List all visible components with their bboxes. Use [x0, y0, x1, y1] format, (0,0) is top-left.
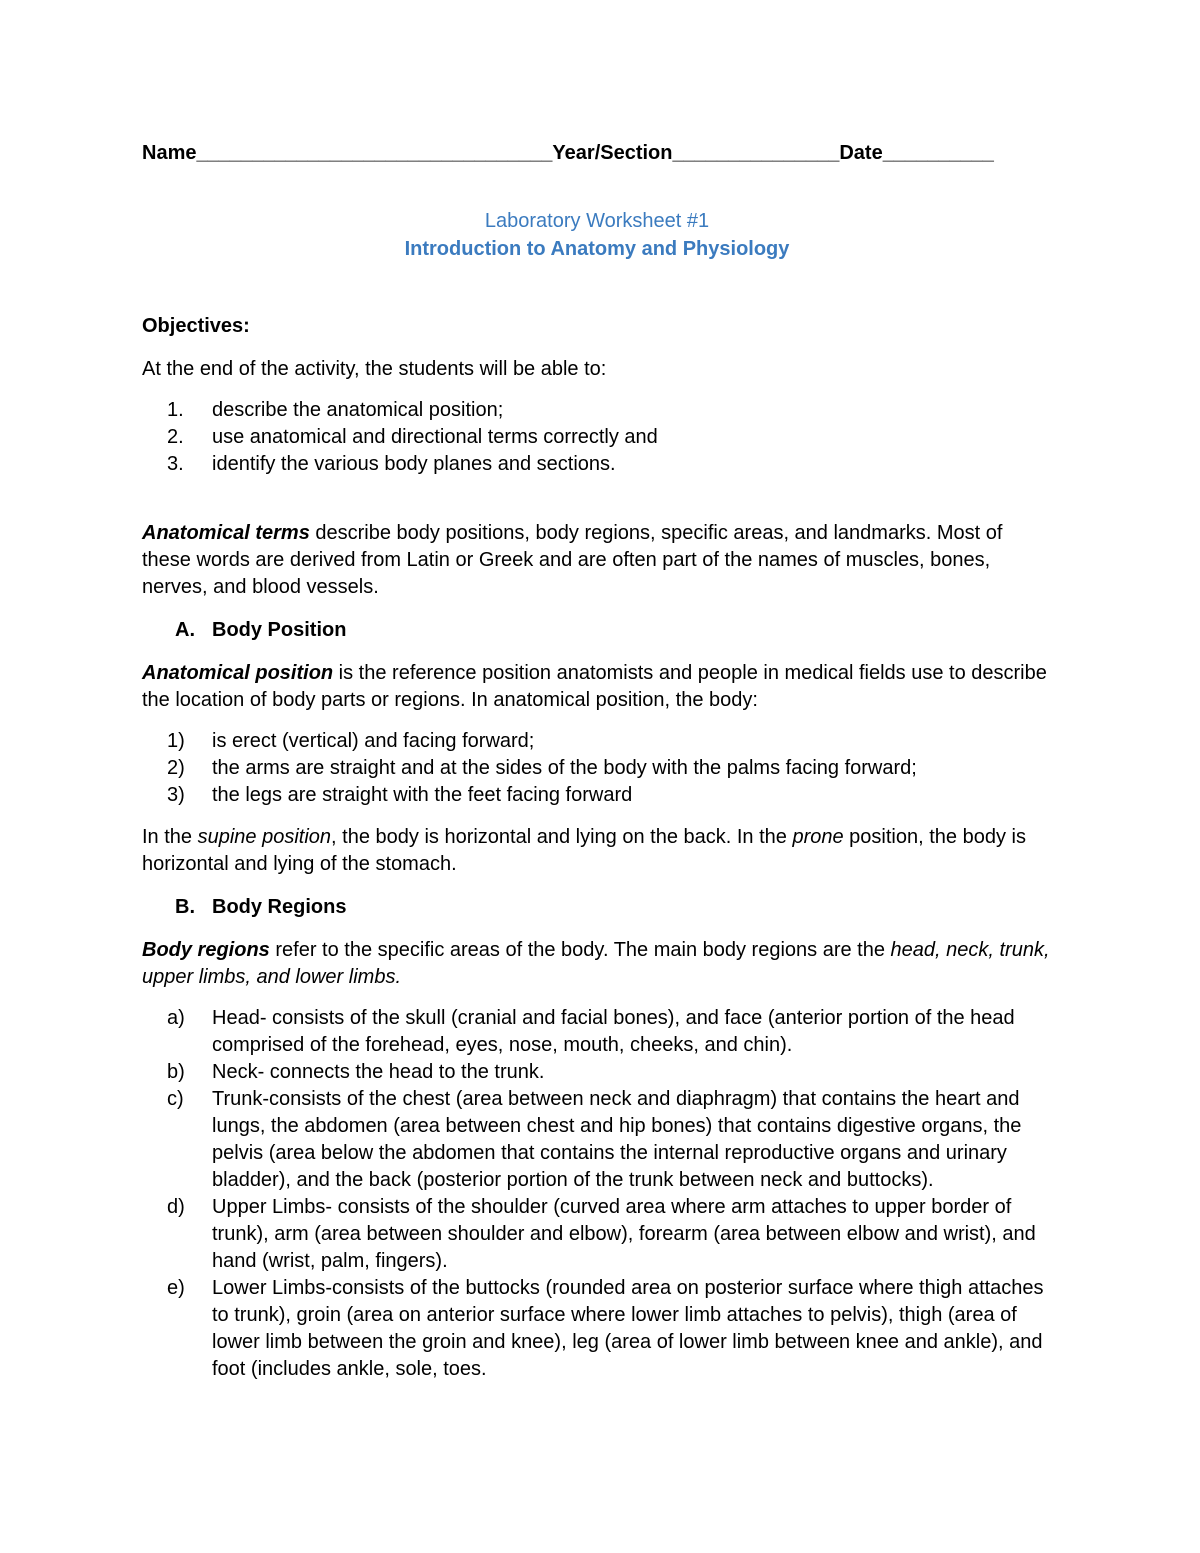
anatomical-terms-paragraph: Anatomical terms describe body positions, body regions, specific areas, and landmarks. Most of these words are derived from Latin or Greek and are often part of the names of muscles, bones, nerves, and blood vessels. [142, 522, 1003, 598]
objectives-heading: Objectives: [142, 315, 250, 337]
prone-term: prone [792, 826, 844, 848]
list-item: d) Upper Limbs- consists of the shoulder (curved area where arm attaches to upper border of trunk), arm (area between shoulder and elbow), forearm (area between elbow and wrist), and hand (wrist, palm, fingers). [167, 1196, 1036, 1272]
name-blank: ________________________________ [196, 142, 553, 164]
list-item: b) Neck- connects the head to the trunk. [167, 1061, 545, 1083]
body-regions-list-inline: head, neck, trunk, upper limbs, and lower limbs. [142, 939, 1050, 988]
anatomical-position-paragraph: Anatomical position is the reference position anatomists and people in medical fields use to describe the location of body parts or regions. In anatomical position, the body: [142, 662, 1047, 711]
body-regions-term: Body regions [142, 939, 270, 961]
worksheet-title-line1: Laboratory Worksheet #1 [484, 210, 710, 232]
name-label: Name [142, 142, 197, 164]
list-item: a) Head- consists of the skull (cranial and facial bones), and face (anterior portion of the head comprised of the forehead, eyes, nose, mouth, cheeks, and chin). [167, 1007, 1015, 1056]
anatomical-position-list [142, 728, 1052, 809]
list-item: 3) the legs are straight with the feet facing forward [167, 784, 633, 806]
list-item: 2. use anatomical and directional terms correctly and [167, 426, 658, 448]
year-section-label: Year/Section [552, 142, 673, 164]
student-info-header [142, 139, 1052, 167]
body-regions-paragraph: Body regions refer to the specific areas of the body. The main body regions are the head, neck, trunk, upper limbs, and lower limbs. [142, 939, 1050, 988]
list-item: 2) the arms are straight and at the sides of the body with the palms facing forward; [167, 757, 917, 779]
list-item: c) Trunk-consists of the chest (area between neck and diaphragm) that contains the heart and lungs, the abdomen (area between chest and hip bones) that contains digestive organs, the pelvis (area below the abdomen that contains the internal reproductive organs and urinary bladder), and the back (posterior portion of the trunk between neck and buttocks). [167, 1088, 1022, 1191]
worksheet-title [142, 207, 1052, 263]
worksheet-page [142, 139, 1052, 1383]
section-a-heading: A. Body Position [175, 619, 347, 641]
date-label: Date [839, 142, 883, 164]
objectives-intro: At the end of the activity, the students will be able to: [142, 358, 607, 380]
objectives-list [142, 397, 1052, 478]
anatomical-terms-term: Anatomical terms [142, 522, 310, 544]
year-section-blank: _______________ [672, 142, 840, 164]
supine-term: supine position [197, 826, 332, 848]
section-b-heading: B. Body Regions [175, 896, 347, 918]
list-item: 1) is erect (vertical) and facing forward; [167, 730, 535, 752]
anatomical-position-term: Anatomical position [142, 662, 334, 684]
worksheet-title-line2: Introduction to Anatomy and Physiology [404, 238, 790, 260]
list-item: 1. describe the anatomical position; [167, 399, 504, 421]
date-blank: __________ [882, 142, 994, 164]
body-regions-list [142, 1005, 1052, 1383]
list-item: 3. identify the various body planes and sections. [167, 453, 616, 475]
supine-prone-paragraph: In the supine position, the body is horizontal and lying on the back. In the prone position, the body is horizontal and lying of the stomach. [142, 826, 1026, 875]
list-item: e) Lower Limbs-consists of the buttocks (rounded area on posterior surface where thigh attaches to trunk), groin (area on anterior surface where lower limb attaches to pelvis), thigh (area of lower limb between the groin and knee), leg (area of lower limb between knee and ankle), and foot (includes ankle, sole, toes. [167, 1277, 1044, 1380]
